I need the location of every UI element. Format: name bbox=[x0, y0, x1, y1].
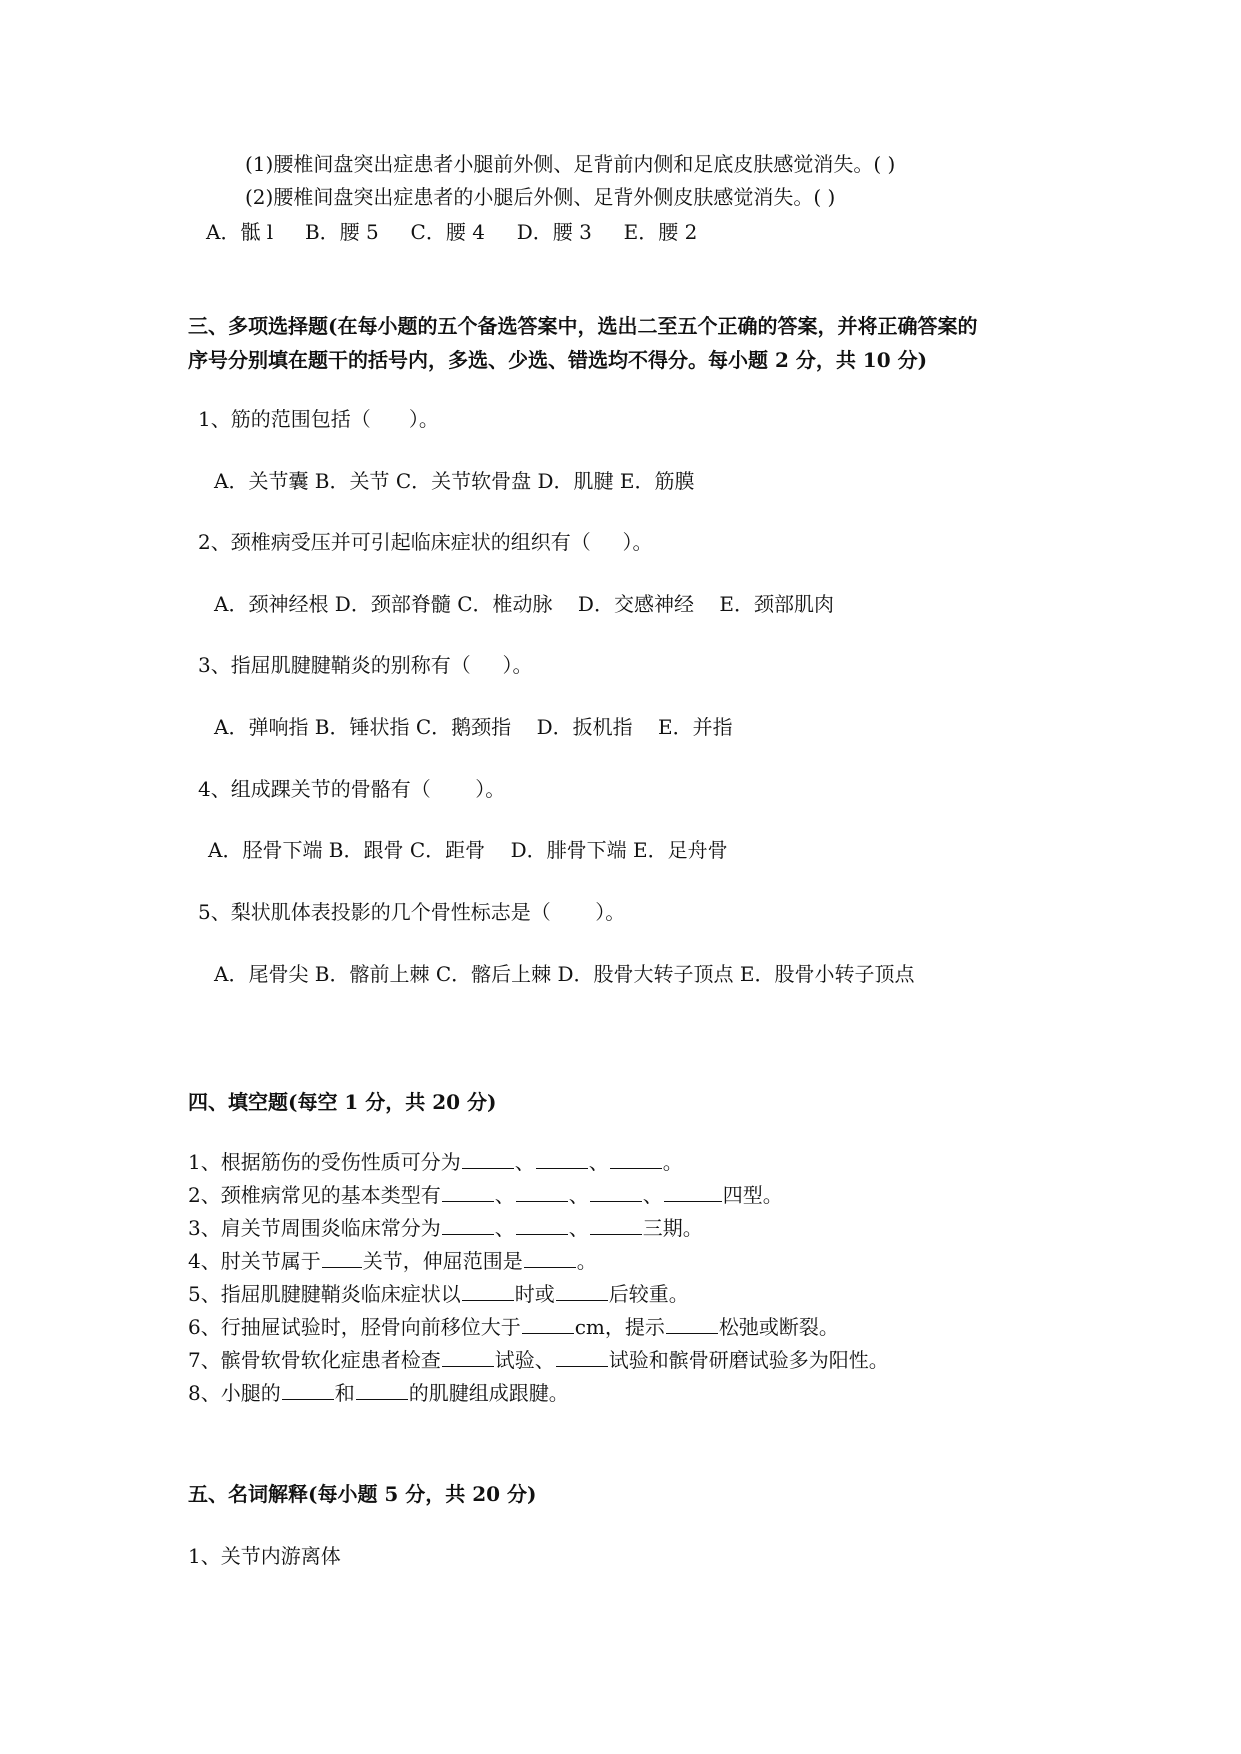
answer-blank[interactable] bbox=[590, 1214, 642, 1235]
fill-question-7: 7、髌骨软骨软化症患者检查 试验、 试验和髌骨研磨试验多为阳性。 bbox=[188, 1348, 889, 1372]
fill-question-5: 5、指屈肌腱腱鞘炎临床症状以 时或 后较重。 bbox=[188, 1282, 689, 1306]
term-question-1: 1、关节内游离体 bbox=[188, 1544, 341, 1568]
section5-heading: 五、名词解释(每小题 5 分，共 20 分) bbox=[188, 1482, 537, 1506]
answer-blank[interactable] bbox=[522, 1313, 574, 1334]
mc-question-1: 1、筋的范围包括（ ）。 bbox=[198, 407, 439, 431]
mc-options-4: A．胫骨下端 B．跟骨 C．距骨 D．腓骨下端 E．足舟骨 bbox=[208, 838, 728, 862]
answer-blank[interactable] bbox=[282, 1379, 334, 1400]
mc-options-1: A．关节囊 B．关节 C．关节软骨盘 D．肌腱 E．筋膜 bbox=[214, 469, 695, 493]
mc-options-5: A．尾骨尖 B．髂前上棘 C．髂后上棘 D．股骨大转子顶点 E．股骨小转子顶点 bbox=[214, 962, 915, 986]
answer-blank[interactable] bbox=[356, 1379, 408, 1400]
prev-options: A．骶 l B．腰 5 C．腰 4 D．腰 3 E．腰 2 bbox=[206, 220, 698, 244]
prev-question-2: (1)腰椎间盘突出症患者小腿前外侧、足背前内侧和足底皮肤感觉消失。( ) bbox=[245, 152, 896, 176]
answer-blank[interactable] bbox=[462, 1148, 514, 1169]
fill-question-4: 4、肘关节属于 关节，伸屈范围是 。 bbox=[188, 1249, 597, 1273]
answer-blank[interactable] bbox=[666, 1313, 718, 1334]
mc-options-3: A．弹响指 B．锤状指 C．鹅颈指 D．扳机指 E．并指 bbox=[214, 715, 733, 739]
fill-question-3: 3、肩关节周围炎临床常分为 、 、 三期。 bbox=[188, 1216, 703, 1240]
mc-question-4: 4、组成踝关节的骨骼有（ ）。 bbox=[198, 777, 506, 801]
mc-options-2: A．颈神经根 D．颈部脊髓 C．椎动脉 D．交感神经 E．颈部肌肉 bbox=[214, 592, 834, 616]
answer-blank[interactable] bbox=[442, 1346, 494, 1367]
fill-question-2: 2、颈椎病常见的基本类型有 、 、 、 四型。 bbox=[188, 1183, 783, 1207]
prev-question-3: (2)腰椎间盘突出症患者的小腿后外侧、足背外侧皮肤感觉消失。( ) bbox=[245, 185, 836, 209]
mc-question-3: 3、指屈肌腱腱鞘炎的别称有（ ）。 bbox=[198, 653, 533, 677]
answer-blank[interactable] bbox=[442, 1181, 494, 1202]
answer-blank[interactable] bbox=[536, 1148, 588, 1169]
answer-blank[interactable] bbox=[556, 1346, 608, 1367]
fill-question-6: 6、行抽屉试验时，胫骨向前移位大于 cm，提示 松弛或断裂。 bbox=[188, 1315, 839, 1339]
answer-blank[interactable] bbox=[442, 1214, 494, 1235]
fill-question-1: 1、根据筋伤的受伤性质可分为 、 、 。 bbox=[188, 1150, 683, 1174]
mc-question-5: 5、梨状肌体表投影的几个骨性标志是（ ）。 bbox=[198, 900, 626, 924]
fill-question-8: 8、小腿的 和 的肌腱组成跟腱。 bbox=[188, 1381, 569, 1405]
mc-question-2: 2、颈椎病受压并可引起临床症状的组织有（ ）。 bbox=[198, 530, 653, 554]
answer-blank[interactable] bbox=[524, 1247, 576, 1268]
answer-blank[interactable] bbox=[590, 1181, 642, 1202]
section4-heading: 四、填空题(每空 1 分，共 20 分) bbox=[188, 1090, 497, 1114]
answer-blank[interactable] bbox=[516, 1214, 568, 1235]
answer-blank[interactable] bbox=[462, 1280, 514, 1301]
answer-blank[interactable] bbox=[322, 1247, 362, 1268]
section3-heading-line2: 序号分别填在题干的括号内，多选、少选、错选均不得分。每小题 2 分，共 10 分) bbox=[188, 348, 928, 372]
section3-heading-line1: 三、多项选择题(在每小题的五个备选答案中，选出二至五个正确的答案，并将正确答案的 bbox=[188, 314, 978, 338]
answer-blank[interactable] bbox=[516, 1181, 568, 1202]
answer-blank[interactable] bbox=[610, 1148, 662, 1169]
answer-blank[interactable] bbox=[664, 1181, 722, 1202]
answer-blank[interactable] bbox=[556, 1280, 608, 1301]
